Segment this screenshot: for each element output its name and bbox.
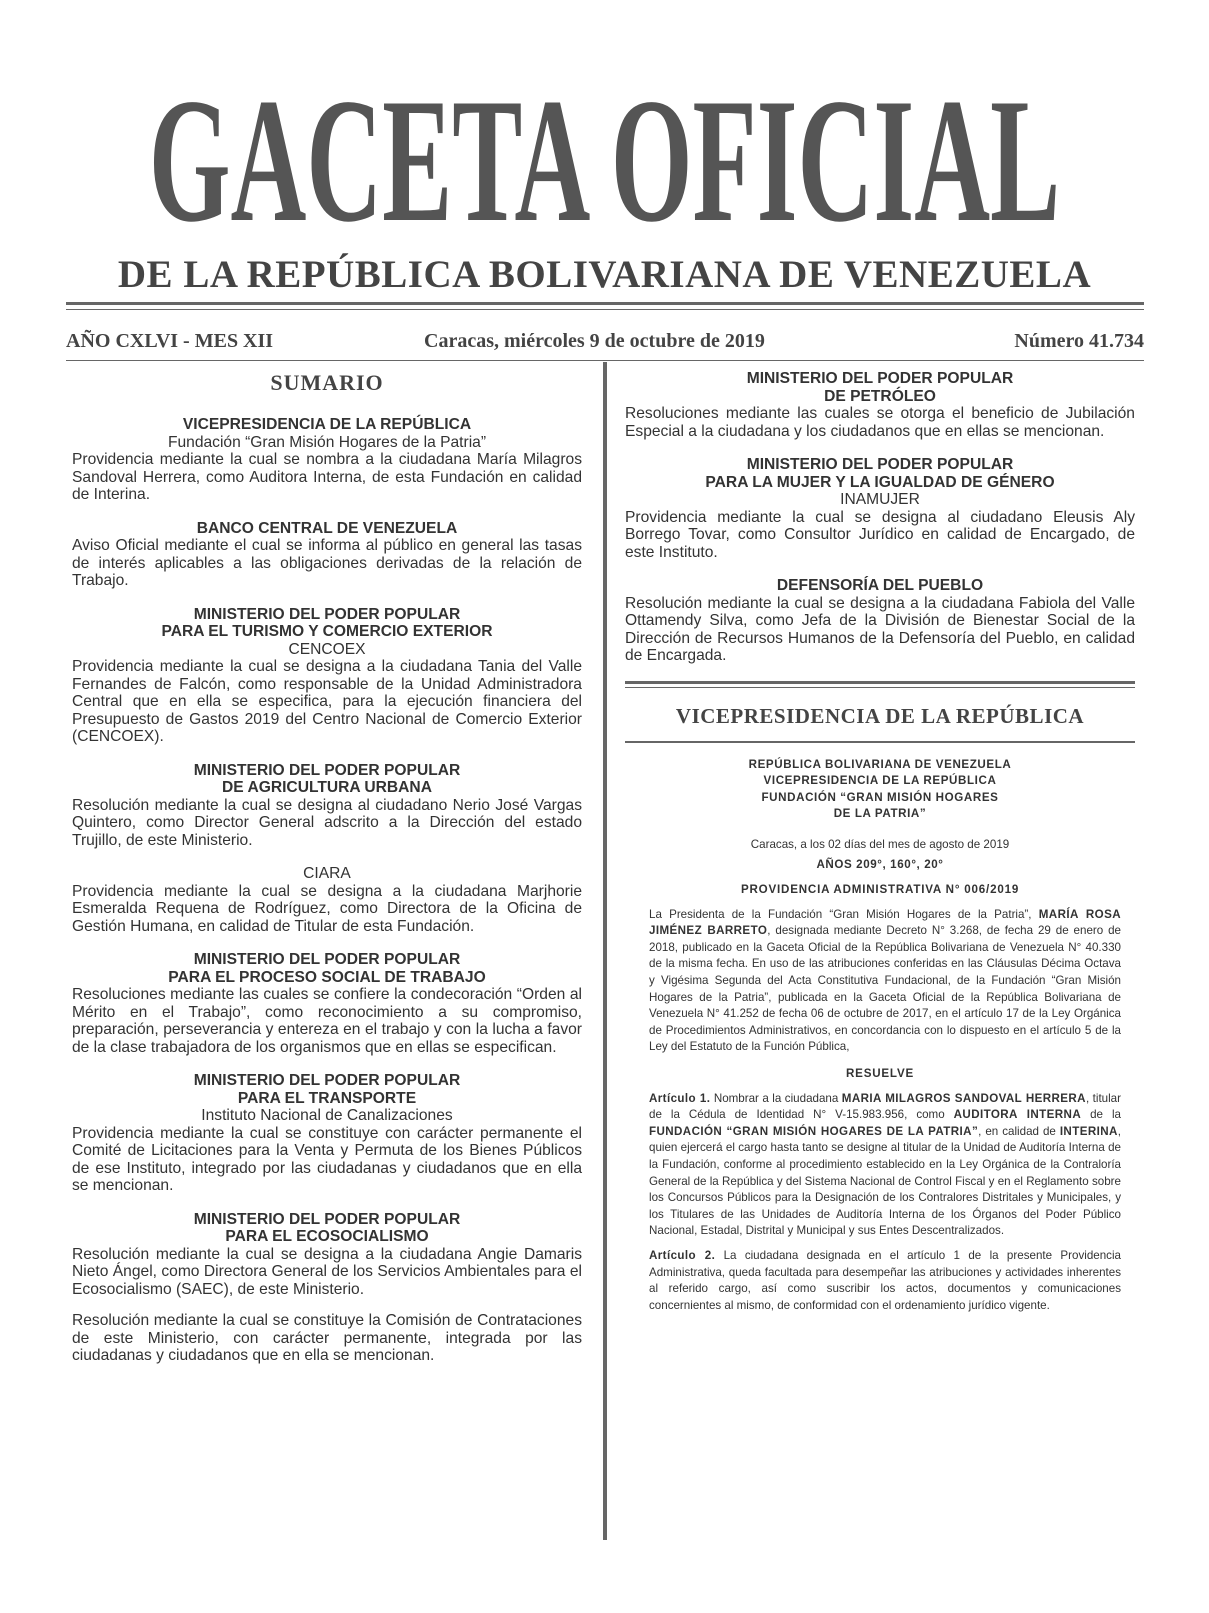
sumario-right-column — [625, 370, 1135, 1314]
section-rule-top — [625, 681, 1135, 684]
providencia-document — [625, 757, 1135, 1315]
entry-subheading: INAMUJER — [840, 491, 920, 508]
sumario-left-column — [72, 370, 582, 1381]
sumario-entry — [72, 762, 582, 850]
doc-providencia-number: PROVIDENCIA ADMINISTRATIVA N° 006/2019 — [740, 883, 1020, 897]
entry-body: Resoluciones mediante las cuales se otorga el beneficio de Jubilación Especial a la ciudadana y los ciudadanos que en ellas se mencionan. — [625, 405, 1135, 440]
column-divider — [603, 362, 607, 1540]
sumario-entry — [625, 370, 1135, 440]
entry-heading: DEFENSORÍA DEL PUEBLO — [776, 577, 984, 594]
sumario-entry — [72, 865, 582, 935]
sumario-entry — [72, 1211, 582, 1365]
entry-heading: MINISTERIO DEL PODER POPULAR DE AGRICULTURA URBANA — [193, 761, 461, 796]
entry-subheading: CIARA — [303, 865, 351, 882]
entry-body: Providencia mediante la cual se constituye con carácter permanente el Comité de Licitaciones para la Venta y Permuta de los Bienes Públicos de ese Instituto, integrado por las ciudadanas y ciudadanos que en ella se mencionan. — [72, 1124, 582, 1194]
doc-header-line: DE LA PATRIA” — [833, 807, 927, 821]
section-rule-thin — [625, 687, 1135, 688]
sumario-entry — [72, 606, 582, 746]
entry-heading: MINISTERIO DEL PODER POPULAR DE PETRÓLEO — [746, 370, 1014, 405]
section-title: VICEPRESIDENCIA DE LA REPÚBLICA — [675, 703, 1085, 728]
entry-body: Resolución mediante la cual se designa a la ciudadana Fabiola del Valle Ottamendy Silva, como Jefa de la División de Bienestar Social de la Dirección de Recursos Humanos de la Defensoría del Pueblo, en calidad de Encargada. — [625, 594, 1135, 664]
doc-years: AÑOS 209°, 160°, 20° — [816, 858, 944, 872]
issue-date: Caracas, miércoles 9 de octubre de 2019 — [424, 330, 765, 352]
entry-subheading: CENCOEX — [288, 640, 366, 658]
issue-number: Número 41.734 — [1014, 330, 1144, 352]
doc-header-line: FUNDACIÓN “GRAN MISIÓN HOGARES — [761, 790, 999, 804]
doc-header-line: REPÚBLICA BOLIVARIANA DE VENEZUELA — [748, 757, 1012, 771]
entry-body: Providencia mediante la cual se designa a la ciudadana Marjhorie Esmeralda Requena de Rodríguez, como Directora de la Oficina de Gestión Humana, en calidad de Titular de esta Fundación. — [72, 882, 582, 935]
entry-heading: MINISTERIO DEL PODER POPULAR PARA EL TRANSPORTE — [193, 1072, 461, 1107]
year-month: AÑO CXLVI - MES XII — [66, 330, 274, 352]
doc-header-line: VICEPRESIDENCIA DE LA REPÚBLICA — [763, 774, 997, 788]
sumario-entry — [72, 416, 582, 504]
entry-body: Aviso Oficial mediante el cual se informa al público en general las tasas de interés aplicables a las obligaciones derivadas de la relación de Trabajo. — [72, 537, 582, 589]
entry-heading: MINISTERIO DEL PODER POPULAR PARA EL PROCESO SOCIAL DE TRABAJO — [168, 951, 486, 986]
entry-body: Resolución mediante la cual se designa a la ciudadana Angie Damaris Nieto Ángel, como Directora General de los Servicios Ambientales para el Ecosocialismo (SAEC), de este Ministerio. — [72, 1245, 582, 1298]
entry-heading: MINISTERIO DEL PODER POPULAR PARA EL TURISMO Y COMERCIO EXTERIOR — [161, 605, 493, 640]
section-rule-bottom — [625, 741, 1135, 743]
entry-subheading: Fundación “Gran Misión Hogares de la Patria” — [167, 433, 487, 451]
sumario-title: SUMARIO — [270, 370, 384, 395]
info-rule — [66, 360, 1144, 361]
header-rule-thin — [66, 309, 1144, 310]
sumario-entry — [625, 577, 1135, 665]
issue-info-bar — [66, 330, 1144, 356]
entry-subheading: Instituto Nacional de Canalizaciones — [201, 1107, 453, 1124]
sumario-entry — [72, 951, 582, 1056]
masthead-subtitle: DE LA REPÚBLICA BOLIVARIANA DE VENEZUELA — [117, 253, 1092, 296]
masthead — [62, 70, 1147, 250]
entry-body: Resolución mediante la cual se constituye la Comisión de Contrataciones de este Ministerio, con carácter permanente, integrada por las ciudadanas y ciudadanos que en ella se mencionan. — [72, 1312, 582, 1364]
sumario-entry — [72, 520, 582, 590]
entry-heading: MINISTERIO DEL PODER POPULAR PARA LA MUJER Y LA IGUALDAD DE GÉNERO — [705, 456, 1055, 491]
entry-body: Resoluciones mediante las cuales se confiere la condecoración “Orden al Mérito en el Trabajo”, como reconocimiento a su compromiso, preparación, perseverancia y entereza en el trabajo y con la lucha a favor de la clase trabajadora de los organismos que en ellas se especifican. — [72, 986, 582, 1056]
doc-city-date: Caracas, a los 02 días del mes de agosto de 2019 — [750, 837, 1010, 851]
sumario-entry — [72, 1072, 582, 1195]
entry-body: Providencia mediante la cual se nombra a la ciudadana María Milagros Sandoval Herrera, como Auditora Interna, de esta Fundación en calidad de Interina. — [72, 451, 582, 503]
header-rule-top — [66, 302, 1144, 305]
sumario-entry — [625, 456, 1135, 561]
entry-body: Resolución mediante la cual se designa al ciudadano Nerio José Vargas Quintero, como Director General adscrito a la Dirección del estado Trujillo, de este Ministerio. — [72, 796, 582, 849]
doc-preamble: La Presidenta de la Fundación “Gran Misión Hogares de la Patria”, MARÍA ROSA JIMÉNEZ BARRETO, designada mediante Decreto N° 3.268, de fecha 29 de enero de 2018, publicado en la Gaceta Oficial de la República Bolivariana de Venezuela N° 40.330 de la misma fecha. En uso de las atribuciones conferidas en las Cláusulas Décima Octava y Vigésima Segunda del Acta Constitutiva Fundacional, de la Fundación “Gran Misión Hogares de la Patria”, publicada en la Gaceta Oficial de la República Bolivariana de Venezuela N° 41.252 de fecha 06 de octubre de 2017, en el artículo 17 de la Ley Orgánica de Procedimientos Administrativos, en concordancia con lo dispuesto en el artículo 5 de la Ley del Estatuto de la Función Pública, — [649, 907, 1121, 1054]
entry-heading: VICEPRESIDENCIA DE LA REPÚBLICA — [182, 416, 472, 433]
entry-body: Providencia mediante la cual se designa a la ciudadana Tania del Valle Fernandes de Falcón, como responsable de la Unidad Administradora Central que en ella se especifica, para la ejecución financiera del Presupuesto de Gastos 2019 del Centro Nacional de Comercio Exterior (CENCOEX). — [72, 658, 582, 745]
entry-heading: BANCO CENTRAL DE VENEZUELA — [196, 519, 458, 537]
doc-resuelve: RESUELVE — [845, 1067, 915, 1080]
entry-heading: MINISTERIO DEL PODER POPULAR PARA EL ECOSOCIALISMO — [193, 1210, 461, 1245]
doc-article-1: Artículo 1. Nombrar a la ciudadana MARIA MILAGROS SANDOVAL HERRERA, titular de la Cédula de Identidad N° V-15.983.956, como AUDITORA INTERNA de la FUNDACIÓN “GRAN MISIÓN HOGARES DE LA PATRIA”, en calidad de INTERINA, quien ejercerá el cargo hasta tanto se designe al titular de la Unidad de Auditoría Interna de la Fundación, conforme al procedimiento establecido en la Ley Orgánica de la Contraloría General de la República y del Sistema Nacional de Control Fiscal y en el Reglamento sobre los Concursos Públicos para la Designación de los Contralores Distritales y Municipales, y los Titulares de las Unidades de Auditoría Interna de los Órganos del Poder Público Nacional, Estadal, Distrital y Municipal y sus Entes Descentralizados. — [649, 1091, 1121, 1238]
masthead-title: GACETA OFICIAL — [148, 70, 1061, 250]
doc-article-2: Artículo 2. La ciudadana designada en el artículo 1 de la presente Providencia Administrativa, queda facultada para desempeñar las atribuciones y actividades inherentes al referido cargo, así como suscribir los actos, documentos y comunicaciones concernientes al mismo, de conformidad con el ordenamiento jurídico vigente. — [649, 1248, 1121, 1312]
entry-body: Providencia mediante la cual se designa al ciudadano Eleusis Aly Borrego Tovar, como Consultor Jurídico en calidad de Encargado, de este Instituto. — [625, 508, 1135, 561]
